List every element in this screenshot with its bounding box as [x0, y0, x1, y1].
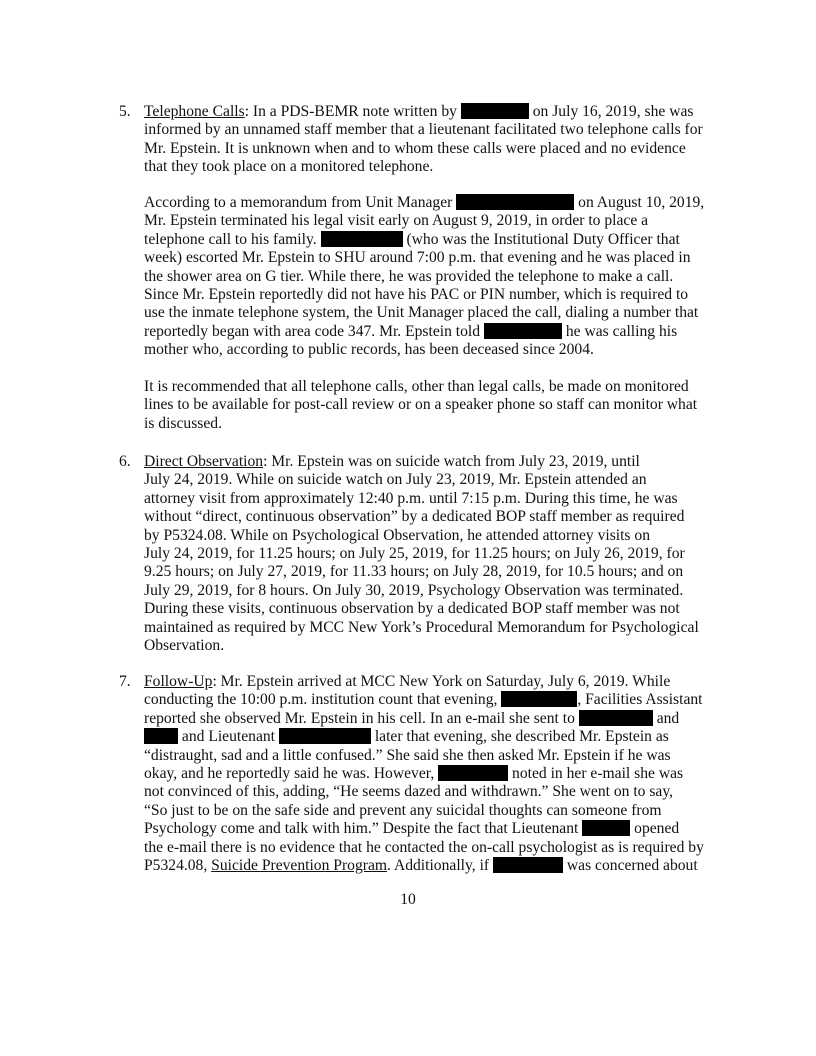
- text-line: by P5324.08. While on Psychological Observation, he attended attorney visits on: [144, 526, 650, 544]
- redaction-box: [579, 710, 653, 726]
- text-line: reported she observed Mr. Epstein in his cell. In an e-mail she sent to: [144, 709, 575, 727]
- text-line: and: [656, 709, 680, 727]
- text-line: okay, and he reportedly said he was. However,: [144, 764, 435, 782]
- text-line: week) escorted Mr. Epstein to SHU around 7:00 p.m. that evening and he was placed in: [144, 249, 691, 267]
- text-line: is discussed.: [144, 414, 222, 432]
- text-line: : Mr. Epstein arrived at MCC New York on Saturday, July 6, 2019. While: [212, 673, 671, 690]
- text-line: July 29, 2019, for 8 hours. On July 30, 2019, Psychology Observation was terminated.: [144, 581, 684, 599]
- paragraph: [144, 453, 699, 655]
- text-line: informed by an unnamed staff member that a lieutenant facilitated two telephone calls for: [144, 121, 703, 139]
- text-line: telephone call to his family.: [144, 230, 317, 248]
- text-line: he was calling his: [565, 322, 678, 340]
- text-line: the e-mail there is no evidence that he contacted the on-call psychologist as is required by: [144, 838, 704, 856]
- text-line: without “direct, continuous observation” by a dedicated BOP staff member as required: [144, 508, 685, 526]
- redaction-box: [438, 765, 508, 781]
- text-line: . Additionally, if: [387, 856, 490, 874]
- text-line: According to a memorandum from Unit Manager: [144, 194, 453, 211]
- text-line: on July 16, 2019, she was: [532, 103, 694, 120]
- section-heading: Telephone Calls: [144, 103, 245, 120]
- paragraph: [144, 103, 703, 177]
- text-line: that they took place on a monitored telephone.: [144, 158, 434, 176]
- paragraph: [144, 194, 704, 360]
- text-line: and Lieutenant: [181, 728, 275, 746]
- paragraph: [144, 673, 704, 875]
- text-line: opened: [634, 820, 680, 838]
- text-line: mother who, according to public records, has been deceased since 2004.: [144, 341, 594, 359]
- redaction-box: [461, 103, 529, 119]
- text-line: Mr. Epstein terminated his legal visit early on August 9, 2019, in order to place a: [144, 212, 649, 230]
- text-line: “So just to be on the safe side and prevent any suicidal thoughts can someone from: [144, 801, 662, 819]
- text-line: was concerned about: [566, 856, 698, 874]
- text-line: Mr. Epstein. It is unknown when and to whom these calls were placed and no evidence: [144, 139, 686, 157]
- section-heading: Follow-Up: [144, 673, 213, 690]
- redaction-box: [501, 691, 577, 707]
- text-line: During these visits, continuous observation by a dedicated BOP staff member was not: [144, 600, 680, 618]
- text-line: “distraught, sad and a little confused.” She said she then asked Mr. Epstein if he was: [144, 746, 671, 764]
- text-line: Since Mr. Epstein reportedly did not have his PAC or PIN number, which is required to: [144, 285, 689, 303]
- redaction-box: [144, 728, 178, 744]
- redaction-box: [493, 857, 563, 873]
- section-heading: Direct Observation: [144, 453, 264, 470]
- item-number: 5.: [119, 103, 131, 120]
- redaction-box: [456, 194, 574, 210]
- text-line: : In a PDS-BEMR note written by: [244, 103, 457, 120]
- text-line: It is recommended that all telephone calls, other than legal calls, be made on monitored: [144, 378, 689, 395]
- text-line: July 24, 2019, for 11.25 hours; on July 25, 2019, for 11.25 hours; on July 26, 2019, for: [144, 544, 685, 562]
- text-line: on August 10, 2019,: [578, 194, 705, 211]
- text-line: Observation.: [144, 636, 225, 654]
- redaction-box: [484, 323, 562, 339]
- text-line: conducting the 10:00 p.m. institution count that evening,: [144, 691, 498, 709]
- text-line: Psychology come and talk with him.” Despite the fact that Lieutenant: [144, 820, 579, 838]
- text-line: , Facilities Assistant: [577, 691, 703, 709]
- policy-title: Suicide Prevention Program: [211, 856, 388, 874]
- text-line: attorney visit from approximately 12:40 p.m. until 7:15 p.m. During this time, he was: [144, 489, 678, 507]
- redaction-box: [582, 820, 630, 836]
- text-line: (who was the Institutional Duty Officer that: [406, 230, 680, 248]
- page-number: 10: [400, 891, 416, 908]
- item-number: 6.: [119, 453, 131, 470]
- text-line: maintained as required by MCC New York’s Procedural Memorandum for Psychological: [144, 618, 699, 636]
- redaction-box: [321, 231, 403, 247]
- text-line: not convinced of this, adding, “He seems dazed and withdrawn.” She went on to say,: [144, 783, 674, 801]
- text-line: lines to be available for post-call review or on a speaker phone so staff can monitor what: [144, 396, 698, 414]
- text-line: 9.25 hours; on July 27, 2019, for 11.33 hours; on July 28, 2019, for 10.5 hours; and on: [144, 563, 684, 581]
- redaction-box: [279, 728, 371, 744]
- text-line: reportedly began with area code 347. Mr. Epstein told: [144, 322, 481, 340]
- item-number: 7.: [119, 673, 131, 690]
- text-line: use the inmate telephone system, the Unit Manager placed the call, dialing a number that: [144, 304, 699, 322]
- paragraph: [144, 378, 697, 433]
- text-line: P5324.08,: [144, 856, 208, 874]
- text-line: : Mr. Epstein was on suicide watch from July 23, 2019, until: [263, 453, 640, 470]
- text-line: July 24, 2019. While on suicide watch on July 23, 2019, Mr. Epstein attended an: [144, 471, 647, 489]
- text-line: later that evening, she described Mr. Epstein as: [374, 728, 669, 746]
- text-line: the shower area on G tier. While there, he was provided the telephone to make a call.: [144, 267, 674, 285]
- text-line: noted in her e-mail she was: [512, 764, 684, 782]
